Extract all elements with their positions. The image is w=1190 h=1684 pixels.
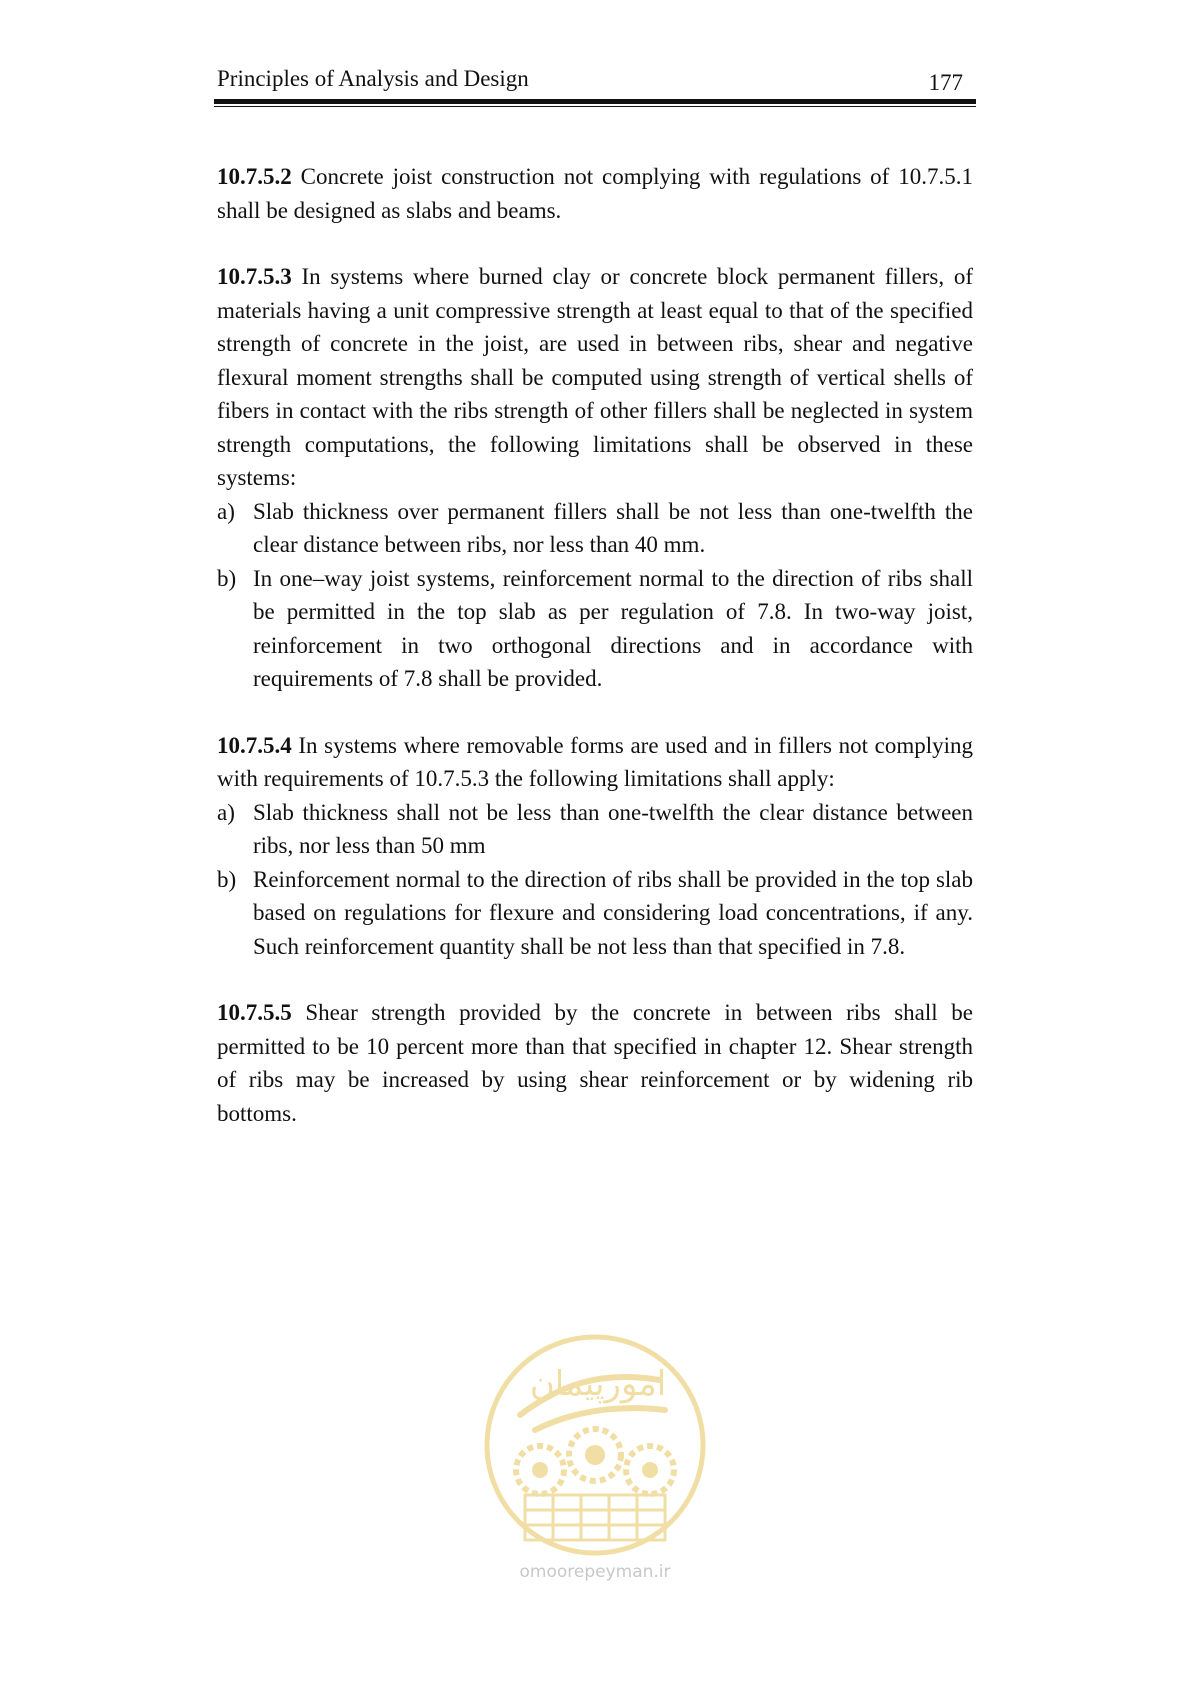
watermark-logo-text: امورپیمان bbox=[529, 1364, 667, 1404]
list-item bbox=[217, 495, 973, 562]
paragraph bbox=[217, 160, 973, 227]
paragraph bbox=[217, 729, 973, 796]
section-10-7-5-4 bbox=[217, 729, 973, 964]
watermark-logo-icon bbox=[480, 1330, 710, 1560]
header-rule-thick bbox=[214, 99, 976, 104]
section-number: 10.7.5.2 bbox=[217, 164, 292, 189]
paragraph bbox=[217, 996, 973, 1130]
watermark-site: omoorepeyman.ir bbox=[519, 1562, 671, 1582]
page-body bbox=[217, 160, 973, 1163]
section-text: In systems where removable forms are used and in fillers not complying with requirements of 10.7.5.3 the following limitations shall apply: bbox=[217, 732, 973, 791]
section-number: 10.7.5.4 bbox=[217, 732, 292, 758]
section-number: 10.7.5.5 bbox=[217, 1000, 292, 1025]
paragraph bbox=[217, 260, 973, 495]
list-item bbox=[217, 796, 973, 863]
list-marker: b) bbox=[217, 565, 237, 591]
section-text: Concrete joist construction not complying with regulations of 10.7.5.1 shall be designed as slabs and beams. bbox=[217, 164, 973, 223]
list-item-text: Reinforcement normal to the direction of ribs shall be provided in the top slab based on regulations for flexure and considering load concentrations, if any. Such reinforcement quantity shall be not less than that specified in 7.8. bbox=[253, 866, 973, 959]
list-marker: a) bbox=[217, 498, 235, 524]
section-text: In systems where burned clay or concrete block permanent fillers, of materials having a unit compressive strength at least equal to that of the specified strength of concrete in the joist, are used in between ribs, shear and negative flexural moment strengths shall be computed using strength of vertical shells of fibers in contact with the ribs strength of other fillers shall be neglected in system strength computations, the following limitations shall be observed in these systems: bbox=[217, 264, 973, 490]
running-title: Principles of Analysis and Design bbox=[217, 66, 529, 91]
watermark bbox=[480, 1330, 710, 1600]
list-marker: a) bbox=[217, 799, 235, 825]
list-item-text: Slab thickness shall not be less than one-twelfth the clear distance between ribs, nor less than 50 mm bbox=[253, 799, 973, 858]
section-10-7-5-2 bbox=[217, 160, 973, 227]
list-item bbox=[217, 562, 973, 696]
page-number: 177 bbox=[928, 70, 963, 95]
header-rule-thin bbox=[214, 106, 976, 107]
limitations-list bbox=[217, 796, 973, 964]
list-item-text: In one–way joist systems, reinforcement normal to the direction of ribs shall be permitted in the top slab as per regulation of 7.8. In two-way joist, reinforcement in two orthogonal directions and in accordance with requirements of 7.8 shall be provided. bbox=[253, 565, 973, 691]
limitations-list bbox=[217, 495, 973, 696]
section-10-7-5-3 bbox=[217, 260, 973, 696]
page-header bbox=[217, 64, 973, 104]
section-10-7-5-5 bbox=[217, 996, 973, 1130]
section-text: Shear strength provided by the concrete in between ribs shall be permitted to be 10 percent more than that specified in chapter 12. Shear strength of ribs may be increased by using shear reinforcement or by widening rib bottoms. bbox=[217, 1000, 973, 1126]
list-marker: b) bbox=[217, 866, 237, 892]
section-number: 10.7.5.3 bbox=[217, 264, 292, 289]
list-item-text: Slab thickness over permanent fillers shall be not less than one-twelfth the clear distance between ribs, nor less than 40 mm. bbox=[253, 498, 973, 557]
list-item bbox=[217, 863, 973, 964]
